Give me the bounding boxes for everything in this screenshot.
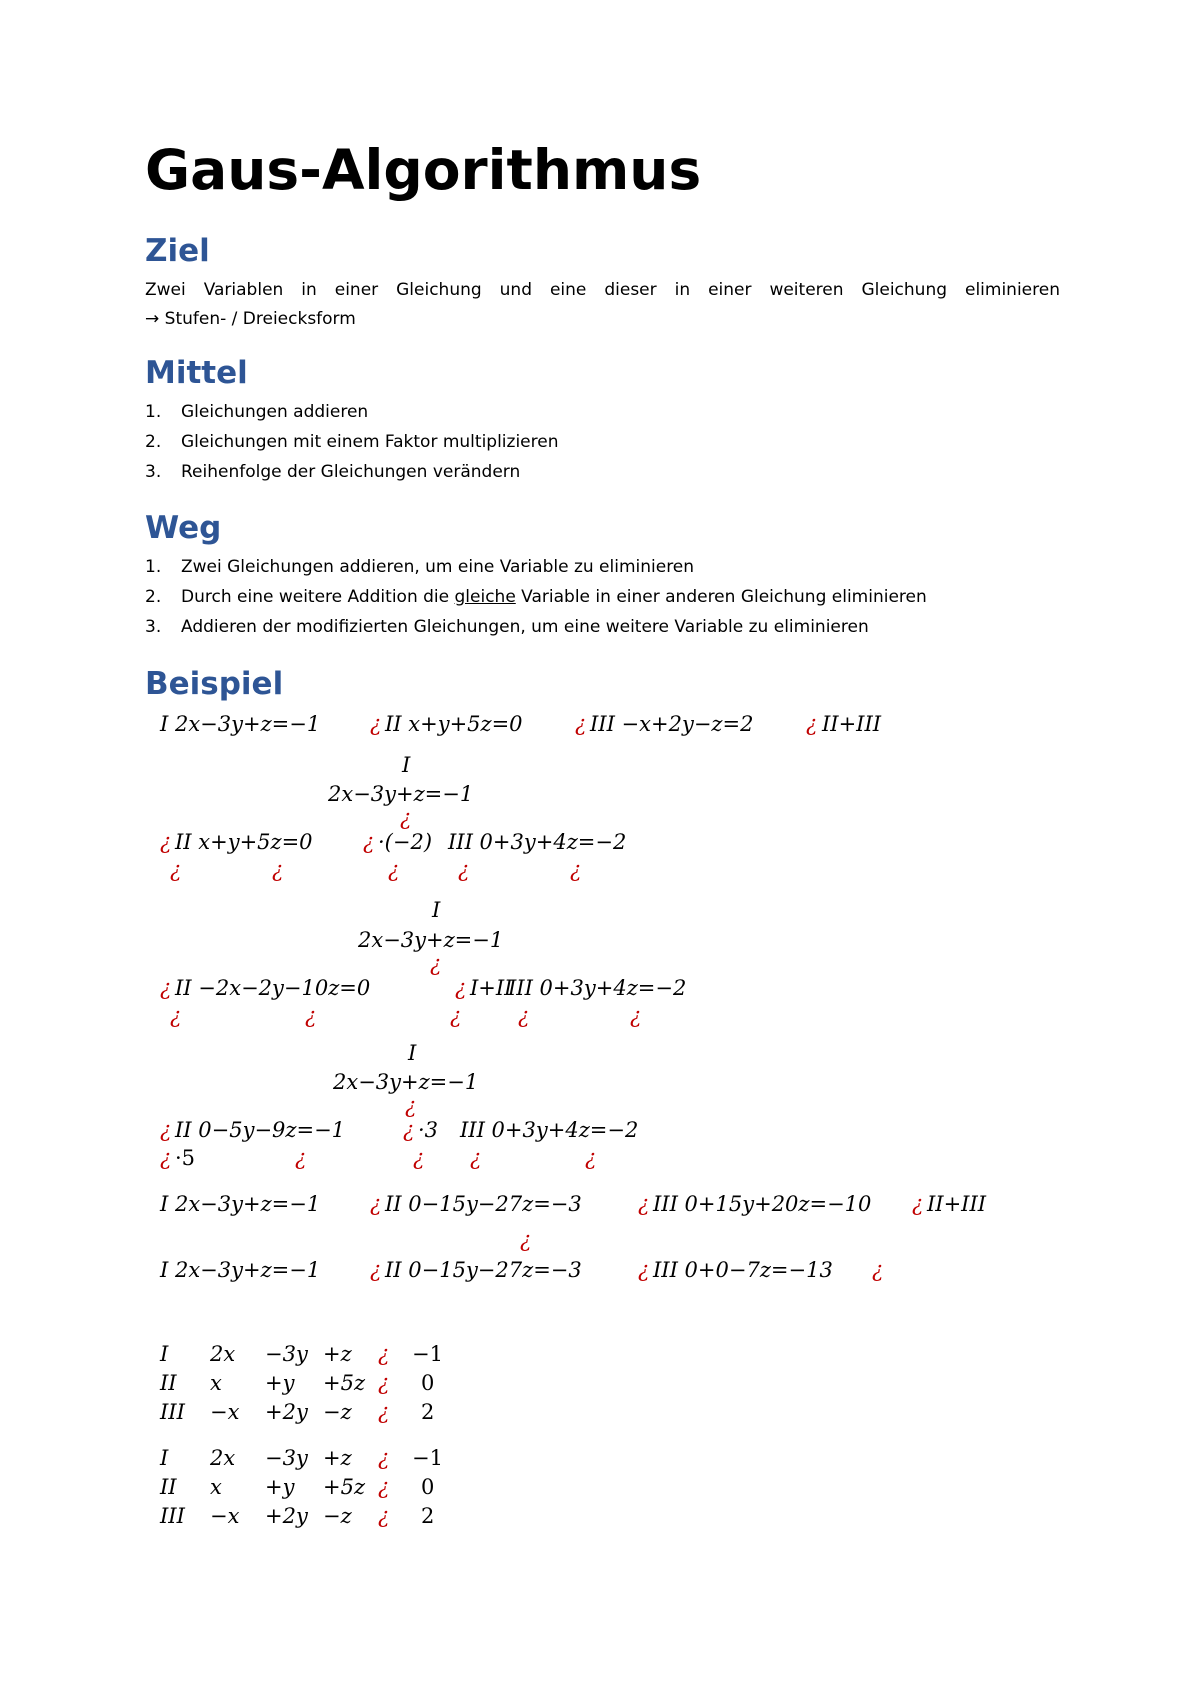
invalid-glyph: ¿ xyxy=(160,1146,172,1170)
invalid-glyph: ¿ xyxy=(160,1118,172,1142)
math-expression: I 2x−3y+z=−1 xyxy=(160,712,321,736)
math-expression: I xyxy=(402,753,411,777)
table-cell: −z xyxy=(323,1504,352,1528)
ziel-paragraph-line xyxy=(145,280,1060,300)
invalid-glyph: ¿ xyxy=(912,1192,924,1216)
invalid-glyph: ¿ xyxy=(378,1446,390,1470)
ziel-word: Gleichung xyxy=(396,280,482,300)
table-cell: II xyxy=(160,1475,177,1499)
table-cell: −3y xyxy=(265,1342,308,1366)
math-expression: III −x+2y−z=2 xyxy=(590,712,754,736)
underlined-word: gleiche xyxy=(454,587,516,607)
heading-ziel: Ziel xyxy=(145,233,210,269)
ziel-word: einer xyxy=(334,280,379,300)
invalid-glyph: ¿ xyxy=(806,712,818,736)
invalid-glyph: ¿ xyxy=(405,1094,417,1118)
math-expression: II x+y+5z=0 xyxy=(175,830,313,854)
table-rhs: 0 xyxy=(421,1475,435,1499)
table-cell: −x xyxy=(210,1504,240,1528)
math-expression: II −2x−2y−10z=0 xyxy=(175,976,371,1000)
ziel-word: und xyxy=(499,280,532,300)
weg-list xyxy=(145,557,927,647)
invalid-glyph: ¿ xyxy=(403,1118,415,1142)
invalid-glyph: ¿ xyxy=(170,1004,182,1028)
math-expression: II 0−15y−27z=−3 xyxy=(385,1258,582,1282)
page-title: Gaus-Algorithmus xyxy=(145,138,702,202)
invalid-glyph: ¿ xyxy=(272,858,284,882)
list-item: 2. Durch eine weitere Addition die gleiche Variable in einer anderen Gleichung eliminieren xyxy=(145,587,927,607)
table-cell: III xyxy=(160,1400,185,1424)
list-item: 3. Addieren der modifizierten Gleichungen, um eine weitere Variable zu eliminieren xyxy=(145,617,869,637)
invalid-glyph: ¿ xyxy=(470,1146,482,1170)
math-expression: III 0+3y+4z=−2 xyxy=(460,1118,639,1142)
invalid-glyph: ¿ xyxy=(458,858,470,882)
table-cell: II xyxy=(160,1371,177,1395)
ziel-word: in xyxy=(301,280,317,300)
math-expression: II+III xyxy=(822,712,882,736)
invalid-glyph: ¿ xyxy=(388,858,400,882)
invalid-glyph: ¿ xyxy=(585,1146,597,1170)
invalid-glyph: ¿ xyxy=(378,1475,390,1499)
invalid-glyph: ¿ xyxy=(370,1192,382,1216)
table-cell: +5z xyxy=(323,1371,366,1395)
ziel-word: in xyxy=(674,280,691,300)
table-cell: −3y xyxy=(265,1446,308,1470)
invalid-glyph: ¿ xyxy=(520,1228,532,1252)
table-cell: +z xyxy=(323,1446,352,1470)
table-rhs: −1 xyxy=(412,1446,443,1470)
table-cell: +2y xyxy=(265,1504,308,1528)
invalid-glyph: ¿ xyxy=(638,1192,650,1216)
invalid-glyph: ¿ xyxy=(575,712,587,736)
math-expression: 2x−3y+z=−1 xyxy=(333,1070,479,1094)
table-cell: +2y xyxy=(265,1400,308,1424)
invalid-glyph: ¿ xyxy=(170,858,182,882)
invalid-glyph: ¿ xyxy=(305,1004,317,1028)
invalid-glyph: ¿ xyxy=(378,1342,390,1366)
heading-beispiel: Beispiel xyxy=(145,666,284,702)
invalid-glyph: ¿ xyxy=(363,830,375,854)
math-expression: II x+y+5z=0 xyxy=(385,712,523,736)
table-rhs: −1 xyxy=(412,1342,443,1366)
ziel-word: Variablen xyxy=(203,280,284,300)
table-cell: +z xyxy=(323,1342,352,1366)
table-cell: +5z xyxy=(323,1475,366,1499)
math-expression: II 0−15y−27z=−3 xyxy=(385,1192,582,1216)
invalid-glyph: ¿ xyxy=(570,858,582,882)
math-expression: ·3 xyxy=(418,1118,439,1142)
math-expression: II+III xyxy=(927,1192,987,1216)
math-expression: I xyxy=(408,1041,417,1065)
invalid-glyph: ¿ xyxy=(160,976,172,1000)
heading-mittel: Mittel xyxy=(145,355,248,391)
table-cell: x xyxy=(210,1371,222,1395)
invalid-glyph: ¿ xyxy=(370,1258,382,1282)
ziel-word: dieser xyxy=(604,280,657,300)
arrow-right-icon: → xyxy=(145,309,160,329)
table-cell: III xyxy=(160,1504,185,1528)
math-expression: I xyxy=(432,898,441,922)
ziel-word: weiteren xyxy=(769,280,844,300)
ziel-paragraph-line-2 xyxy=(145,309,356,329)
math-expression: III 0+15y+20z=−10 xyxy=(653,1192,872,1216)
math-expression: ·(−2) xyxy=(378,830,433,854)
heading-weg: Weg xyxy=(145,510,222,546)
invalid-glyph: ¿ xyxy=(378,1504,390,1528)
ziel-result-text: Stufen- / Dreiecksform xyxy=(164,309,356,329)
math-expression: 2x−3y+z=−1 xyxy=(358,928,504,952)
math-expression: ·5 xyxy=(175,1146,196,1170)
math-expression: II 0−5y−9z=−1 xyxy=(175,1118,346,1142)
table-cell: x xyxy=(210,1475,222,1499)
math-expression: I 2x−3y+z=−1 xyxy=(160,1192,321,1216)
invalid-glyph: ¿ xyxy=(413,1146,425,1170)
invalid-glyph: ¿ xyxy=(295,1146,307,1170)
invalid-glyph: ¿ xyxy=(638,1258,650,1282)
math-expression: I+II xyxy=(470,976,513,1000)
math-expression: I 2x−3y+z=−1 xyxy=(160,1258,321,1282)
ziel-word: Zwei xyxy=(145,280,186,300)
list-item: 1. Gleichungen addieren xyxy=(145,402,369,422)
table-rhs: 0 xyxy=(421,1371,435,1395)
invalid-glyph: ¿ xyxy=(400,806,412,830)
math-expression: III 0+3y+4z=−2 xyxy=(508,976,687,1000)
table-cell: −z xyxy=(323,1400,352,1424)
invalid-glyph: ¿ xyxy=(872,1258,884,1282)
table-cell: I xyxy=(160,1342,169,1366)
invalid-glyph: ¿ xyxy=(450,1004,462,1028)
table-cell: +y xyxy=(265,1475,295,1499)
table-cell: +y xyxy=(265,1371,295,1395)
invalid-glyph: ¿ xyxy=(630,1004,642,1028)
invalid-glyph: ¿ xyxy=(518,1004,530,1028)
mittel-list xyxy=(145,402,559,492)
table-cell: I xyxy=(160,1446,169,1470)
table-rhs: 2 xyxy=(421,1400,435,1424)
invalid-glyph: ¿ xyxy=(160,830,172,854)
ziel-word: einer xyxy=(708,280,752,300)
invalid-glyph: ¿ xyxy=(430,952,442,976)
list-item: 2. Gleichungen mit einem Faktor multiplizieren xyxy=(145,432,559,452)
table-cell: 2x xyxy=(210,1342,236,1366)
invalid-glyph: ¿ xyxy=(455,976,467,1000)
table-cell: −x xyxy=(210,1400,240,1424)
invalid-glyph: ¿ xyxy=(370,712,382,736)
table-rhs: 2 xyxy=(421,1504,435,1528)
table-cell: 2x xyxy=(210,1446,236,1470)
invalid-glyph: ¿ xyxy=(378,1371,390,1395)
invalid-glyph: ¿ xyxy=(378,1400,390,1424)
ziel-word: eine xyxy=(549,280,587,300)
ziel-word: eliminieren xyxy=(964,280,1060,300)
math-expression: III 0+3y+4z=−2 xyxy=(448,830,627,854)
list-item: 3. Reihenfolge der Gleichungen verändern xyxy=(145,462,521,482)
math-expression: 2x−3y+z=−1 xyxy=(328,782,474,806)
math-expression: III 0+0−7z=−13 xyxy=(653,1258,833,1282)
list-item: 1. Zwei Gleichungen addieren, um eine Variable zu eliminieren xyxy=(145,557,695,577)
ziel-word: Gleichung xyxy=(861,280,948,300)
